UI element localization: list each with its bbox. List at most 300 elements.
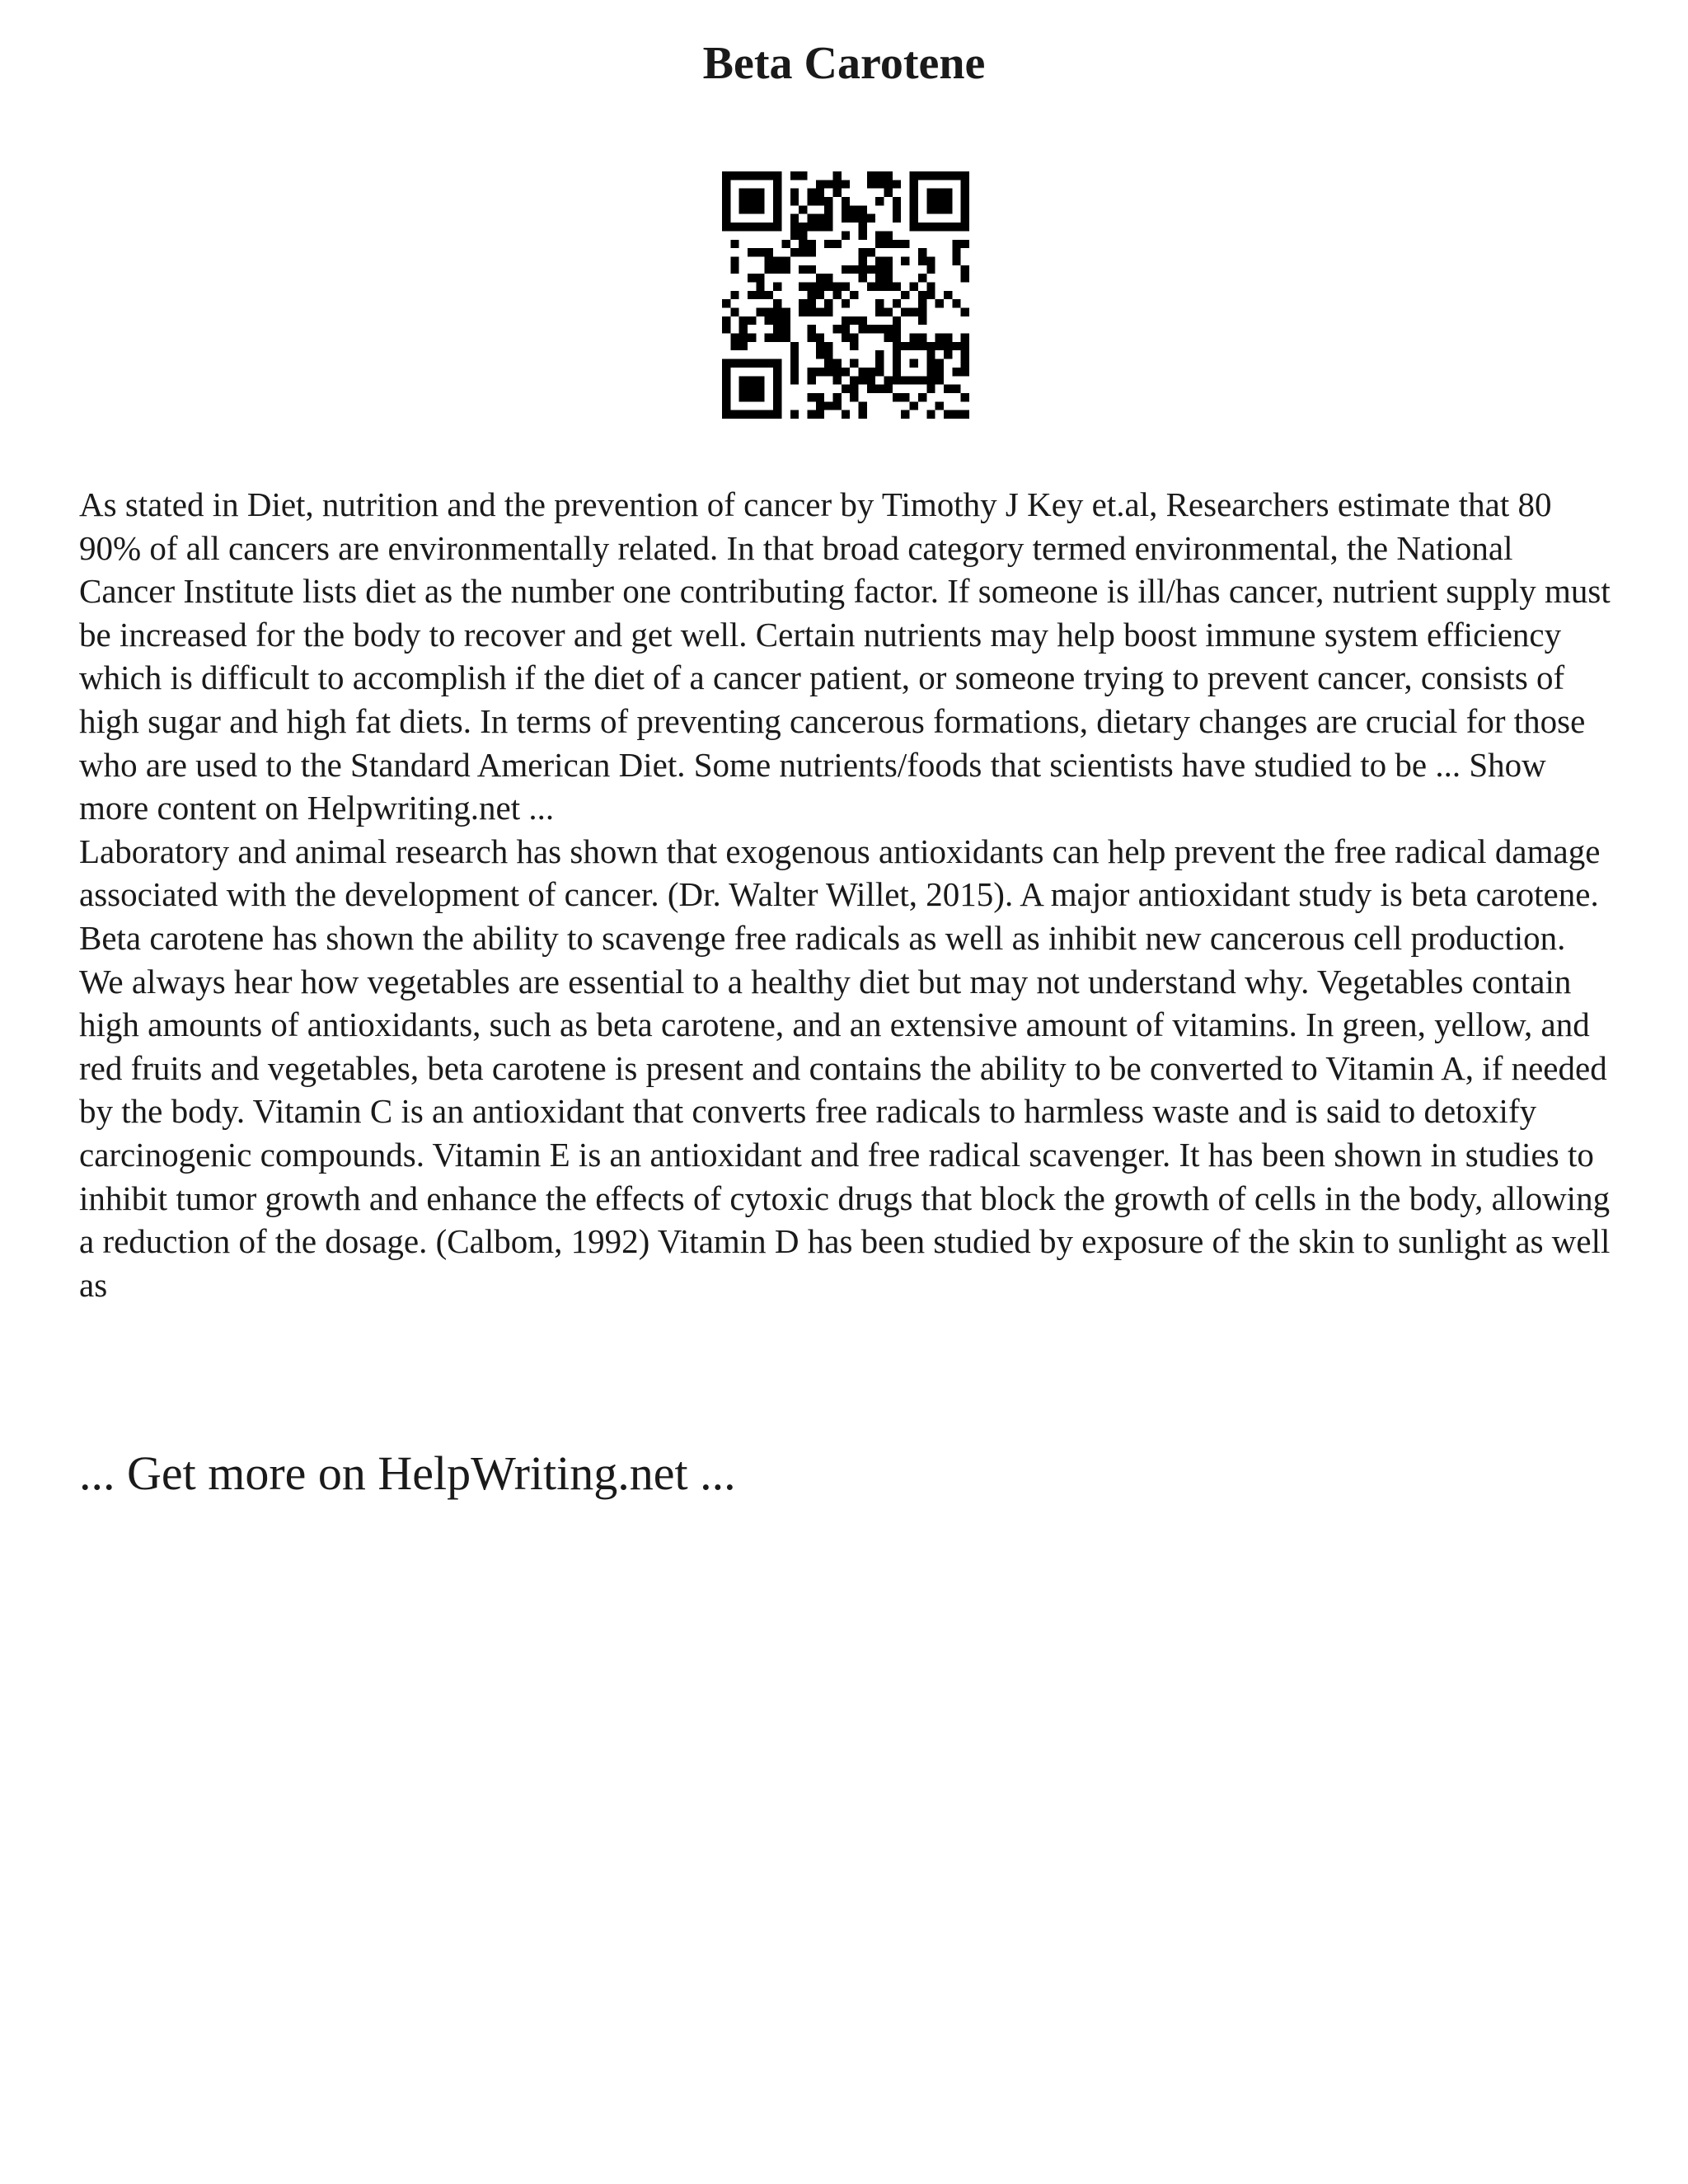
qr-module (901, 256, 909, 265)
qr-module (765, 291, 773, 299)
qr-module (807, 334, 815, 342)
qr-module (926, 265, 935, 274)
qr-module (944, 205, 952, 213)
qr-module (756, 308, 764, 316)
qr-module (875, 359, 884, 368)
qr-module (730, 265, 738, 274)
qr-module (832, 393, 841, 401)
qr-module (739, 316, 748, 325)
qr-module (730, 256, 738, 265)
qr-module (842, 282, 850, 290)
qr-module (935, 223, 944, 231)
qr-module (842, 325, 850, 333)
qr-module (748, 393, 756, 401)
qr-module (842, 410, 850, 419)
qr-module (910, 171, 918, 180)
qr-module (765, 171, 773, 180)
qr-module (893, 180, 901, 188)
qr-module (944, 291, 952, 299)
qr-module (893, 197, 901, 205)
qr-module (918, 334, 926, 342)
qr-module (773, 256, 781, 265)
qr-module (918, 376, 926, 384)
qr-module (884, 376, 893, 384)
qr-module (739, 334, 748, 342)
qr-module (832, 368, 841, 376)
qr-module (816, 334, 824, 342)
qr-module (748, 385, 756, 393)
qr-module (875, 299, 884, 307)
qr-module (773, 205, 781, 213)
qr-module (722, 393, 730, 401)
qr-module (790, 189, 799, 197)
qr-module (867, 282, 875, 290)
qr-module (859, 274, 867, 282)
qr-module (816, 189, 824, 197)
qr-module (799, 240, 807, 248)
qr-module (722, 223, 730, 231)
qr-module (910, 205, 918, 213)
qr-module (867, 171, 875, 180)
qr-module (867, 368, 875, 376)
qr-module (926, 368, 935, 376)
qr-module (816, 214, 824, 223)
qr-code-icon[interactable] (722, 171, 969, 419)
qr-module (773, 308, 781, 316)
qr-module (944, 171, 952, 180)
qr-module (926, 205, 935, 213)
qr-module (859, 256, 867, 265)
qr-module (875, 240, 884, 248)
qr-module (816, 197, 824, 205)
qr-module (765, 410, 773, 419)
qr-module (867, 385, 875, 393)
qr-module (859, 223, 867, 231)
qr-module (944, 223, 952, 231)
qr-module (867, 265, 875, 274)
qr-code-graphic (722, 171, 969, 419)
qr-module (730, 342, 738, 350)
qr-module (926, 171, 935, 180)
qr-module (824, 223, 832, 231)
qr-module (875, 171, 884, 180)
qr-module (807, 368, 815, 376)
qr-module (765, 308, 773, 316)
qr-module (799, 231, 807, 239)
qr-module (884, 274, 893, 282)
qr-module (918, 308, 926, 316)
qr-module (748, 316, 756, 325)
qr-module (859, 248, 867, 256)
qr-module (926, 376, 935, 384)
qr-module (961, 197, 969, 205)
qr-module (944, 189, 952, 197)
qr-module (935, 205, 944, 213)
qr-module (935, 401, 944, 410)
qr-module (952, 171, 960, 180)
qr-module (807, 325, 815, 333)
qr-module (739, 376, 748, 384)
qr-module (832, 282, 841, 290)
qr-module (773, 385, 781, 393)
qr-module (859, 316, 867, 325)
qr-module (893, 368, 901, 376)
qr-module (765, 256, 773, 265)
qr-module (730, 410, 738, 419)
qr-module (910, 376, 918, 384)
qr-module (773, 223, 781, 231)
qr-module (944, 385, 952, 393)
qr-module (961, 265, 969, 274)
qr-module (935, 189, 944, 197)
qr-module (859, 205, 867, 213)
qr-module (884, 240, 893, 248)
qr-module (893, 376, 901, 384)
qr-module (807, 299, 815, 307)
qr-module (773, 180, 781, 188)
qr-module (952, 248, 960, 256)
qr-module (867, 214, 875, 223)
qr-module (961, 410, 969, 419)
qr-module (722, 401, 730, 410)
qr-module (961, 393, 969, 401)
qr-module (893, 334, 901, 342)
qr-module (739, 342, 748, 350)
qr-module (961, 214, 969, 223)
qr-module (875, 282, 884, 290)
qr-module (722, 197, 730, 205)
qr-module (799, 299, 807, 307)
qr-module (910, 342, 918, 350)
qr-module (765, 359, 773, 368)
qr-module (875, 350, 884, 359)
qr-module (824, 350, 832, 359)
article-body (79, 483, 1612, 1306)
qr-module (790, 214, 799, 223)
qr-module (739, 189, 748, 197)
qr-module (918, 299, 926, 307)
qr-module (859, 231, 867, 239)
qr-module (952, 385, 960, 393)
qr-module (824, 368, 832, 376)
qr-module (884, 334, 893, 342)
qr-module (832, 376, 841, 384)
qr-module (842, 316, 850, 325)
qr-module (926, 359, 935, 368)
qr-module (884, 325, 893, 333)
qr-module (901, 393, 909, 401)
qr-module (799, 248, 807, 256)
qr-module (756, 385, 764, 393)
qr-module (773, 334, 781, 342)
qr-module (722, 368, 730, 376)
qr-module (816, 393, 824, 401)
qr-module (952, 299, 960, 307)
qr-module (816, 401, 824, 410)
qr-module (859, 401, 867, 410)
qr-module (875, 180, 884, 188)
qr-module (875, 308, 884, 316)
qr-module (748, 274, 756, 282)
qr-module (748, 223, 756, 231)
qr-module (842, 197, 850, 205)
qr-module (961, 342, 969, 350)
qr-module (893, 393, 901, 401)
qr-module (756, 248, 764, 256)
qr-module (884, 171, 893, 180)
qr-module (952, 410, 960, 419)
qr-module (926, 342, 935, 350)
qr-module (910, 359, 918, 368)
qr-module (773, 282, 781, 290)
qr-module (961, 368, 969, 376)
qr-module (961, 180, 969, 188)
qr-module (790, 410, 799, 419)
qr-module (807, 197, 815, 205)
qr-module (722, 189, 730, 197)
qr-module (824, 197, 832, 205)
qr-module (935, 334, 944, 342)
qr-module (961, 334, 969, 342)
qr-module (748, 197, 756, 205)
qr-module (926, 350, 935, 359)
qr-module (859, 410, 867, 419)
qr-module (773, 376, 781, 384)
qr-module (748, 171, 756, 180)
qr-module (730, 359, 738, 368)
qr-module (824, 299, 832, 307)
qr-module (884, 180, 893, 188)
qr-module (730, 240, 738, 248)
qr-module (875, 274, 884, 282)
qr-module (773, 401, 781, 410)
qr-module (893, 350, 901, 359)
qr-module (816, 410, 824, 419)
qr-module (773, 171, 781, 180)
qr-module (773, 325, 781, 333)
qr-module (756, 197, 764, 205)
qr-module (944, 334, 952, 342)
qr-module (824, 401, 832, 410)
qr-module (722, 214, 730, 223)
qr-module (850, 291, 858, 299)
qr-module (918, 223, 926, 231)
qr-module (790, 376, 799, 384)
qr-module (832, 325, 841, 333)
qr-module (867, 180, 875, 188)
qr-module (935, 171, 944, 180)
qr-module (884, 189, 893, 197)
qr-module (842, 334, 850, 342)
qr-module (926, 282, 935, 290)
qr-module (910, 189, 918, 197)
qr-module (842, 299, 850, 307)
qr-module (730, 223, 738, 231)
qr-module (799, 308, 807, 316)
qr-module (824, 282, 832, 290)
qr-module (926, 189, 935, 197)
qr-module (926, 291, 935, 299)
qr-module (918, 393, 926, 401)
qr-module (910, 197, 918, 205)
qr-module (926, 410, 935, 419)
qr-module (832, 171, 841, 180)
qr-module (781, 316, 790, 325)
qr-module (850, 205, 858, 213)
qr-module (739, 393, 748, 401)
qr-module (756, 291, 764, 299)
qr-module (748, 376, 756, 384)
qr-module (875, 256, 884, 265)
qr-module (730, 291, 738, 299)
qr-module (935, 376, 944, 384)
qr-module (748, 410, 756, 419)
qr-module (918, 256, 926, 265)
qr-module (748, 291, 756, 299)
qr-module (867, 325, 875, 333)
qr-module (859, 265, 867, 274)
qr-module (756, 359, 764, 368)
qr-module (790, 171, 799, 180)
qr-module (824, 214, 832, 223)
qr-module (893, 325, 901, 333)
qr-module (799, 171, 807, 180)
qr-module (816, 223, 824, 231)
qr-module (773, 410, 781, 419)
qr-module (935, 197, 944, 205)
qr-module (944, 197, 952, 205)
qr-module (722, 316, 730, 325)
qr-module (807, 282, 815, 290)
qr-module (816, 342, 824, 350)
qr-module (799, 223, 807, 231)
qr-module (773, 189, 781, 197)
qr-module (722, 359, 730, 368)
qr-module (875, 368, 884, 376)
qr-module (893, 205, 901, 213)
qr-module (781, 256, 790, 265)
qr-module (893, 359, 901, 368)
qr-module (756, 205, 764, 213)
qr-module (867, 248, 875, 256)
qr-module (850, 359, 858, 368)
qr-module (918, 316, 926, 325)
qr-module (773, 359, 781, 368)
qr-module (952, 368, 960, 376)
qr-module (910, 223, 918, 231)
qr-module (807, 189, 815, 197)
qr-module (816, 368, 824, 376)
qr-module (867, 376, 875, 384)
qr-module (884, 231, 893, 239)
qr-module (824, 342, 832, 350)
qr-module (875, 231, 884, 239)
qr-module (748, 359, 756, 368)
qr-module (722, 385, 730, 393)
qr-module (790, 197, 799, 205)
qr-module (722, 376, 730, 384)
qr-module (807, 393, 815, 401)
qr-module (816, 282, 824, 290)
qr-module (816, 274, 824, 282)
qr-module (781, 325, 790, 333)
qr-module (935, 368, 944, 376)
qr-module (799, 265, 807, 274)
qr-module (842, 385, 850, 393)
qr-module (850, 334, 858, 342)
qr-module (850, 265, 858, 274)
qr-module (910, 401, 918, 410)
qr-module (842, 180, 850, 188)
qr-module (944, 410, 952, 419)
qr-module (961, 205, 969, 213)
qr-module (901, 291, 909, 299)
qr-module (944, 342, 952, 350)
qr-module (961, 189, 969, 197)
qr-module (756, 376, 764, 384)
qr-module (773, 316, 781, 325)
qr-module (773, 214, 781, 223)
qr-module (790, 342, 799, 350)
get-more-link[interactable]: ... Get more on HelpWriting.net ... (79, 1446, 736, 1500)
qr-module (765, 316, 773, 325)
qr-module (842, 231, 850, 239)
qr-module (824, 205, 832, 213)
qr-module (842, 205, 850, 213)
qr-module (901, 376, 909, 384)
qr-module (824, 359, 832, 368)
qr-module (842, 214, 850, 223)
qr-module (918, 171, 926, 180)
qr-module (926, 385, 935, 393)
qr-module (850, 316, 858, 325)
qr-module (807, 240, 815, 248)
qr-module (773, 265, 781, 274)
qr-module (875, 385, 884, 393)
qr-module (884, 265, 893, 274)
qr-module (790, 368, 799, 376)
qr-module (910, 334, 918, 342)
qr-module (961, 308, 969, 316)
qr-module (884, 308, 893, 316)
qr-module (816, 350, 824, 359)
qr-module (918, 342, 926, 350)
qr-module (816, 308, 824, 316)
qr-module (952, 240, 960, 248)
qr-module (781, 265, 790, 274)
qr-module (910, 180, 918, 188)
qr-module (832, 240, 841, 248)
qr-module (832, 189, 841, 197)
qr-module (722, 410, 730, 419)
qr-module (765, 334, 773, 342)
qr-module (781, 240, 790, 248)
qr-module (790, 231, 799, 239)
qr-module (739, 410, 748, 419)
qr-module (807, 376, 815, 384)
qr-module (926, 256, 935, 265)
qr-module (722, 205, 730, 213)
qr-module (893, 214, 901, 223)
qr-module (850, 342, 858, 350)
qr-module (765, 265, 773, 274)
qr-module (850, 214, 858, 223)
qr-module (799, 282, 807, 290)
qr-module (748, 248, 756, 256)
qr-module (910, 214, 918, 223)
qr-module (773, 299, 781, 307)
qr-module (842, 368, 850, 376)
